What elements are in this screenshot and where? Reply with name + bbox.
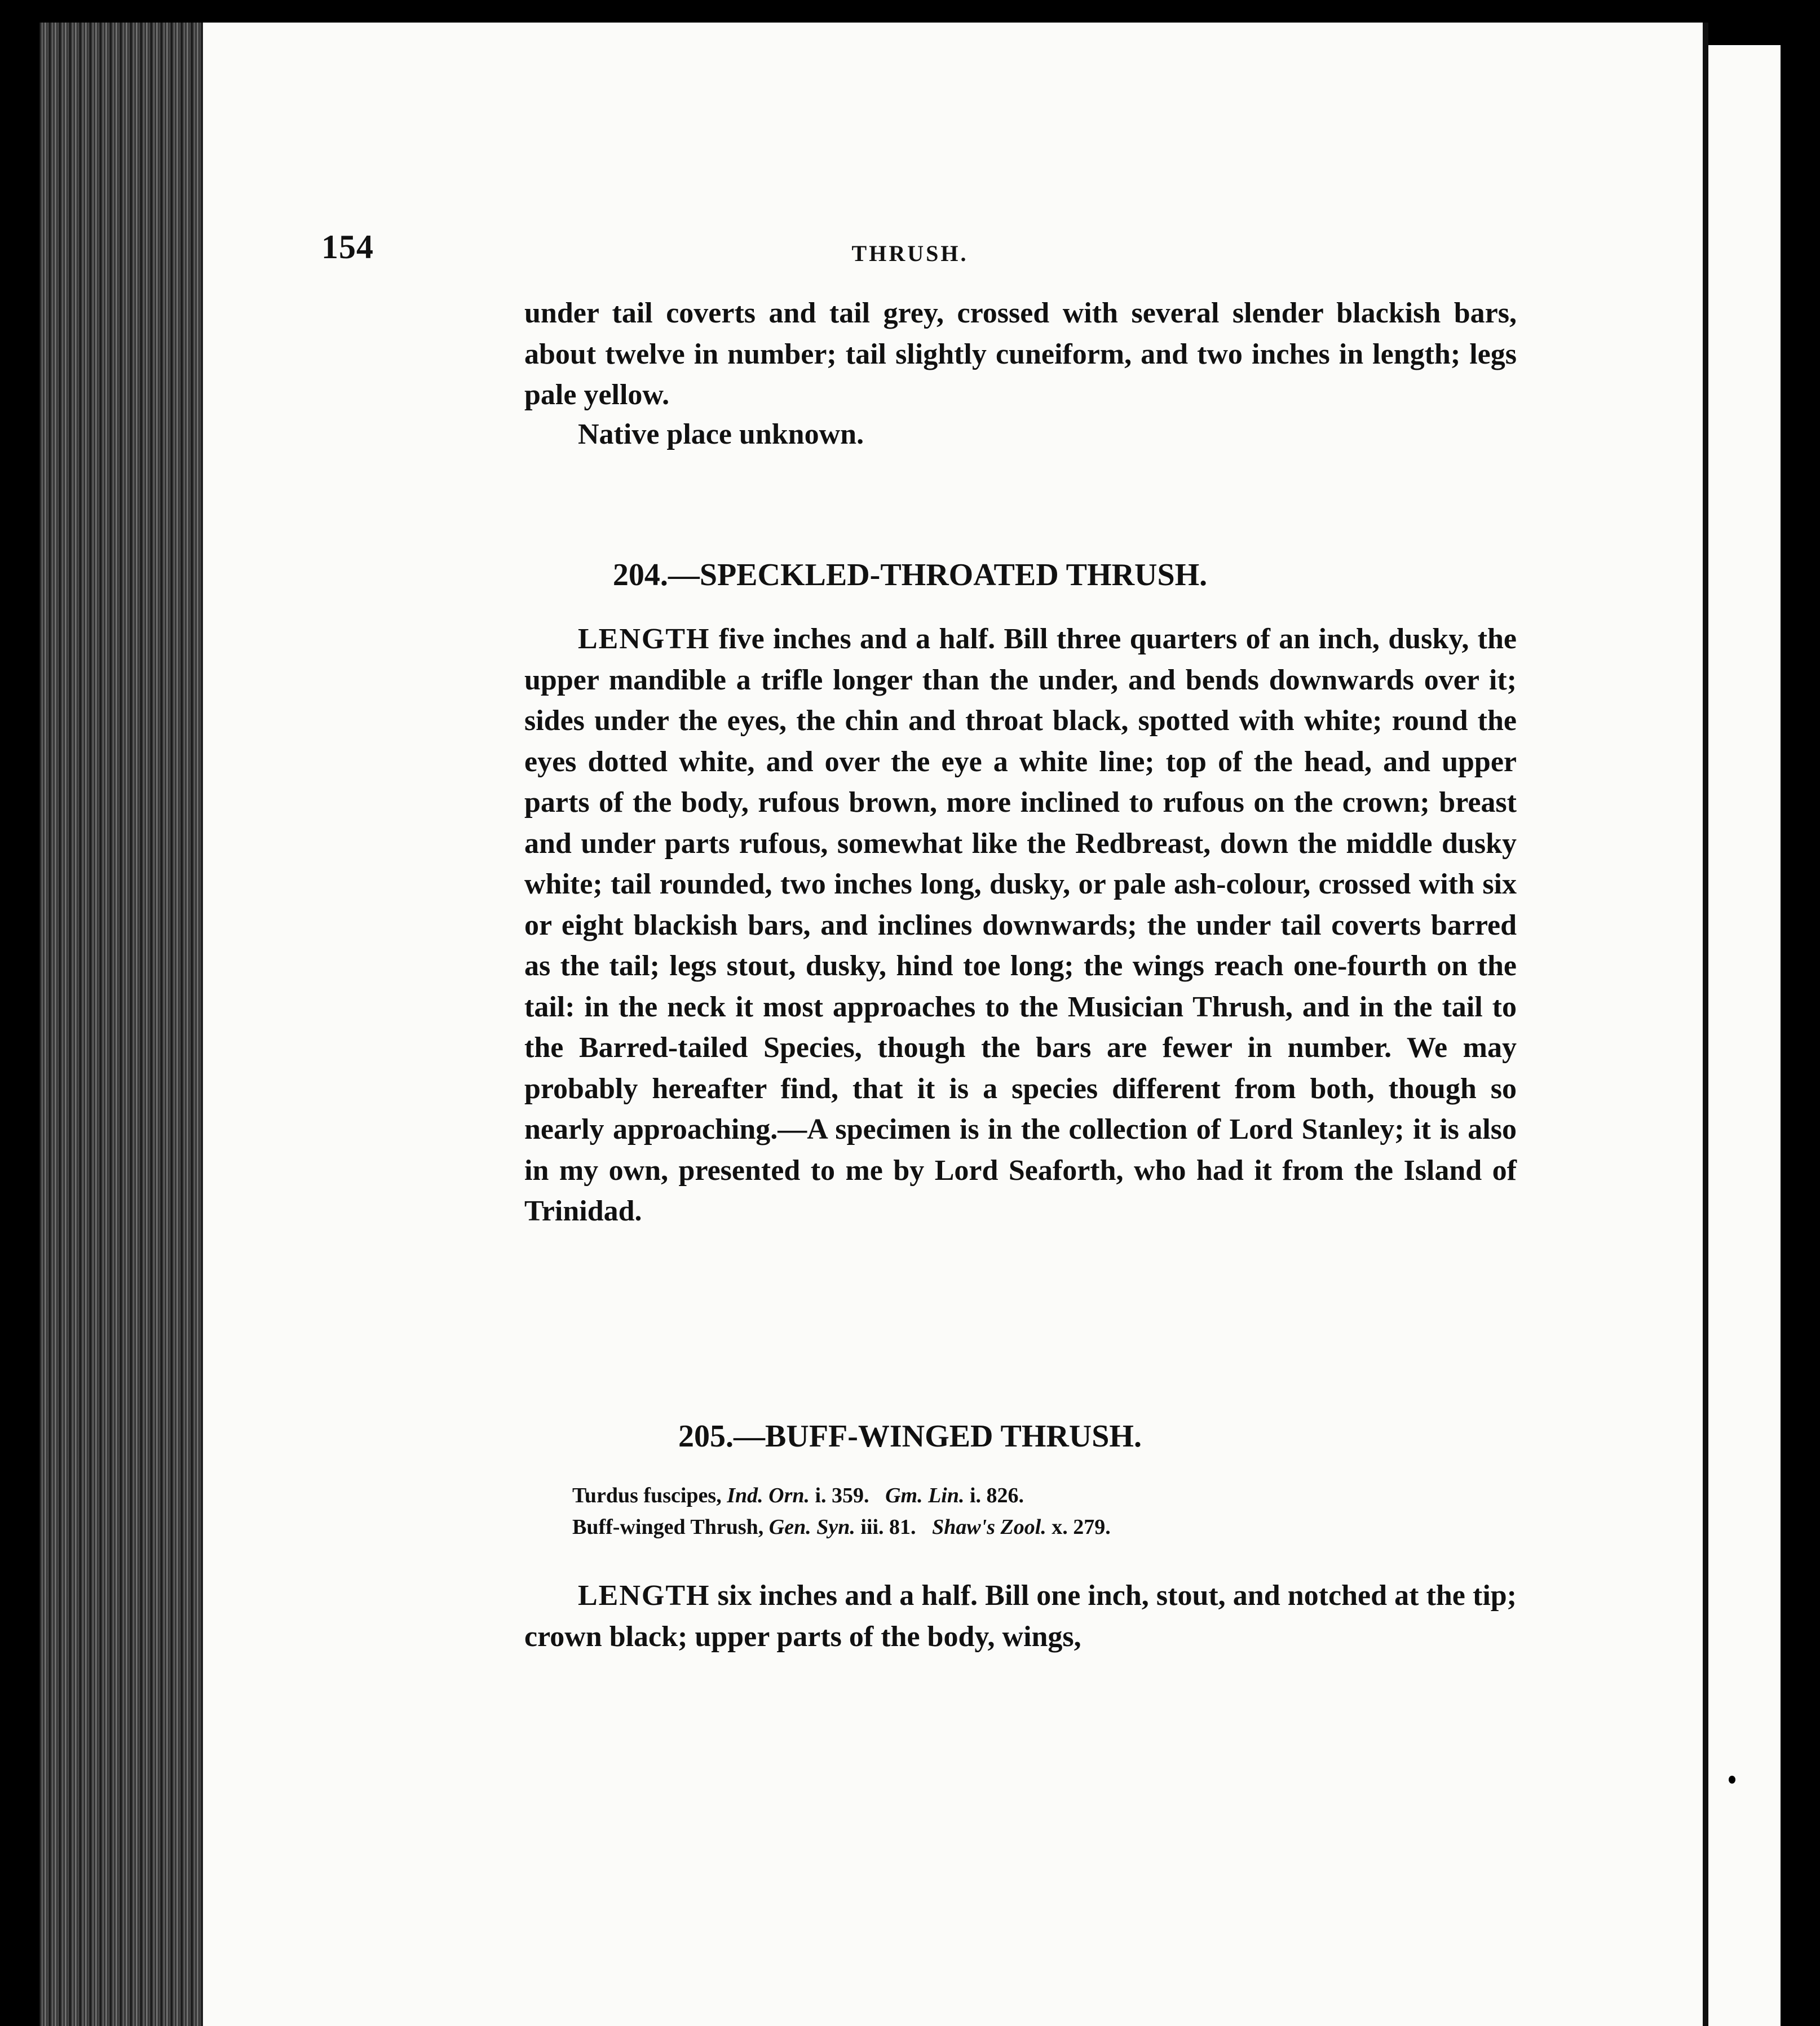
scan-border-right <box>1781 0 1820 2026</box>
species-205-heading: 205.—BUFF-WINGED THRUSH. <box>678 1419 1142 1454</box>
reference-location: x. 279. <box>1052 1515 1111 1539</box>
scan-border-top <box>0 0 1820 23</box>
species-204-first-word: LENGTH <box>578 623 710 655</box>
synonym-name: Buff-winged Thrush, <box>572 1515 764 1539</box>
species-204-heading: 204.—SPECKLED-THROATED THRUSH. <box>612 558 1208 592</box>
book-gutter <box>1703 23 1708 2026</box>
species-205-description <box>524 1576 1517 1657</box>
reference-source: Gen. Syn. <box>768 1515 855 1539</box>
species-204-text: five inches and a half. Bill three quarters of an inch, dusky, the upper mandible a trifle longer than the under, and bends downwards over it; sides under the eyes, the chin and throat black, spotted with white; round the eyes dotted white, and over the eye a white line; top of the head, and upper parts of the body, rufous brown, more inclined to rufous on the crown; breast and under parts rufous, somewhat like the Redbreast, down the middle dusky white; tail rounded, two inches long, dusky, or pale ash-colour, crossed with six or eight blackish bars, and inclines downwards; the under tail coverts barred as the tail; legs stout, dusky, hind toe long; the wings reach one-fourth on the tail: in the neck it most approaches to the Musician Thrush, and in the tail to the Barred-tailed Species, though the bars are fewer in number. We may probably hereafter find, that it is a species different from both, though so nearly approaching.—A specimen is in the collection of Lord Stanley; it is also in my own, presented to me by Lord Seaforth, who had it from the Island of Trinidad. <box>524 623 1517 1227</box>
reference-location: i. 359. <box>815 1484 869 1507</box>
reference-source: Shaw's Zool. <box>932 1515 1046 1539</box>
synonym-line <box>572 1511 1644 1543</box>
species-205-text: six inches and a half. Bill one inch, stout, and notched at the tip; crown black; upper parts of the body, wings, <box>524 1580 1517 1653</box>
book-page-edges <box>39 23 203 2026</box>
species-204-description <box>524 619 1517 1232</box>
continued-paragraph: under tail coverts and tail grey, crossed with several slender blackish bars, about twelve in number; tail slightly cuneiform, and two inches in length; legs pale yellow. <box>524 297 1517 411</box>
reference-source: Gm. Lin. <box>885 1484 965 1507</box>
page-number: 154 <box>321 228 374 266</box>
reference-location: i. 826. <box>969 1484 1024 1507</box>
stray-mark <box>1729 1776 1735 1784</box>
running-head: THRUSH. <box>851 241 969 266</box>
synonym-line <box>572 1480 1644 1511</box>
scan-border-left <box>0 0 39 2026</box>
native-place-line: Native place unknown. <box>578 418 864 450</box>
species-205-first-word: LENGTH <box>578 1580 710 1612</box>
synonym-name: Turdus fuscipes, <box>572 1484 722 1507</box>
facing-page-edge <box>1708 45 1782 2026</box>
reference-location: iii. 81. <box>860 1515 916 1539</box>
reference-source: Ind. Orn. <box>727 1484 810 1507</box>
